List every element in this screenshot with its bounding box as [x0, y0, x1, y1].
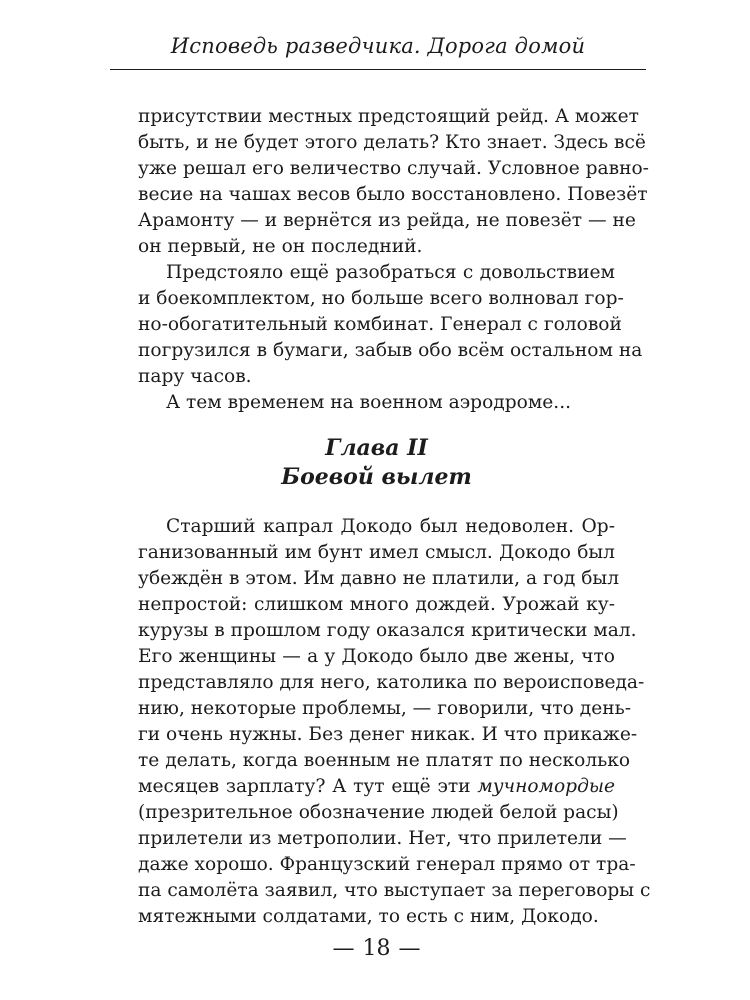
header-rule — [110, 69, 646, 70]
paragraph-3 — [138, 390, 615, 416]
text-line-prefix: месяцев зарплату? А тут ещё эти — [138, 776, 478, 797]
text-block-top — [138, 104, 649, 416]
folio-dash-right: — — [398, 936, 421, 961]
text-line: присутствии местных предстоящий рейд. А может — [138, 106, 639, 127]
text-line: мятежными солдатами, то есть с ним, Докодо. — [138, 906, 599, 927]
text-line-with-italic — [138, 774, 615, 800]
text-line: уже решал его величество случай. Условное равно- — [138, 158, 649, 179]
chapter-title: Боевой вылет — [281, 464, 472, 490]
text-line: непростой: слишком много дождей. Урожай ку- — [138, 594, 615, 615]
text-line: (презрительное обозначение людей белой расы) — [138, 802, 619, 823]
text-line: но-обогатительный комбинат. Генерал с головой — [138, 314, 622, 335]
text-line: ги очень нужны. Без денег никак. И что прикаже- — [138, 724, 638, 745]
text-line: даже хорошо. Французский генерал прямо от тра- — [138, 854, 636, 875]
text-line: А тем временем на военном аэродроме... — [166, 392, 572, 413]
text-line: представляло для него, католика по вероисповеда- — [138, 672, 645, 693]
text-block-main — [138, 514, 651, 930]
text-line: погрузился в бумаги, забыв обо всём остальном на — [138, 340, 643, 361]
text-line: и боекомплектом, но больше всего волновал гор- — [138, 288, 624, 309]
text-line: те делать, когда военным не платят по несколько — [138, 750, 631, 771]
running-head: Исповедь разведчика. Дорога домой — [170, 34, 586, 58]
paragraph-2 — [138, 260, 643, 390]
text-line: па самолёта заявил, что выступает за переговоры с — [138, 880, 651, 901]
page-number: 18 — [362, 936, 391, 961]
text-line: убеждён в этом. Им давно не платили, а год был — [138, 568, 620, 589]
text-line: ганизованный им бунт имел смысл. Докодо был — [138, 542, 615, 563]
text-line: Предстояло ещё разобраться с довольствием — [166, 262, 615, 283]
folio-dash-left: — — [332, 936, 355, 961]
chapter-number: Глава II — [325, 435, 428, 461]
text-line: он первый, не он последний. — [138, 236, 423, 257]
page-number-footer — [138, 936, 615, 961]
text-line: прилетели из метрополии. Нет, что прилетели — — [138, 828, 627, 849]
text-line: Его женщины — а у Докодо было две жены, что — [138, 646, 615, 667]
paragraph-1 — [138, 104, 649, 260]
paragraph-4 — [138, 514, 651, 930]
text-line: пару часов. — [138, 366, 252, 387]
text-line: Арамонту — и вернётся из рейда, не повезёт — не — [138, 210, 636, 231]
text-line: курузы в прошлом году оказался критически мал. — [138, 620, 637, 641]
text-line: весие на чашах весов было восстановлено. Повезёт — [138, 184, 648, 205]
text-line: быть, и не будет этого делать? Кто знает. Здесь всё — [138, 132, 646, 153]
text-line: Старший капрал Докодо был недоволен. Ор- — [166, 516, 615, 537]
text-line: нию, некоторые проблемы, — говорили, что день- — [138, 698, 632, 719]
italic-word: мучномордые — [477, 776, 615, 797]
